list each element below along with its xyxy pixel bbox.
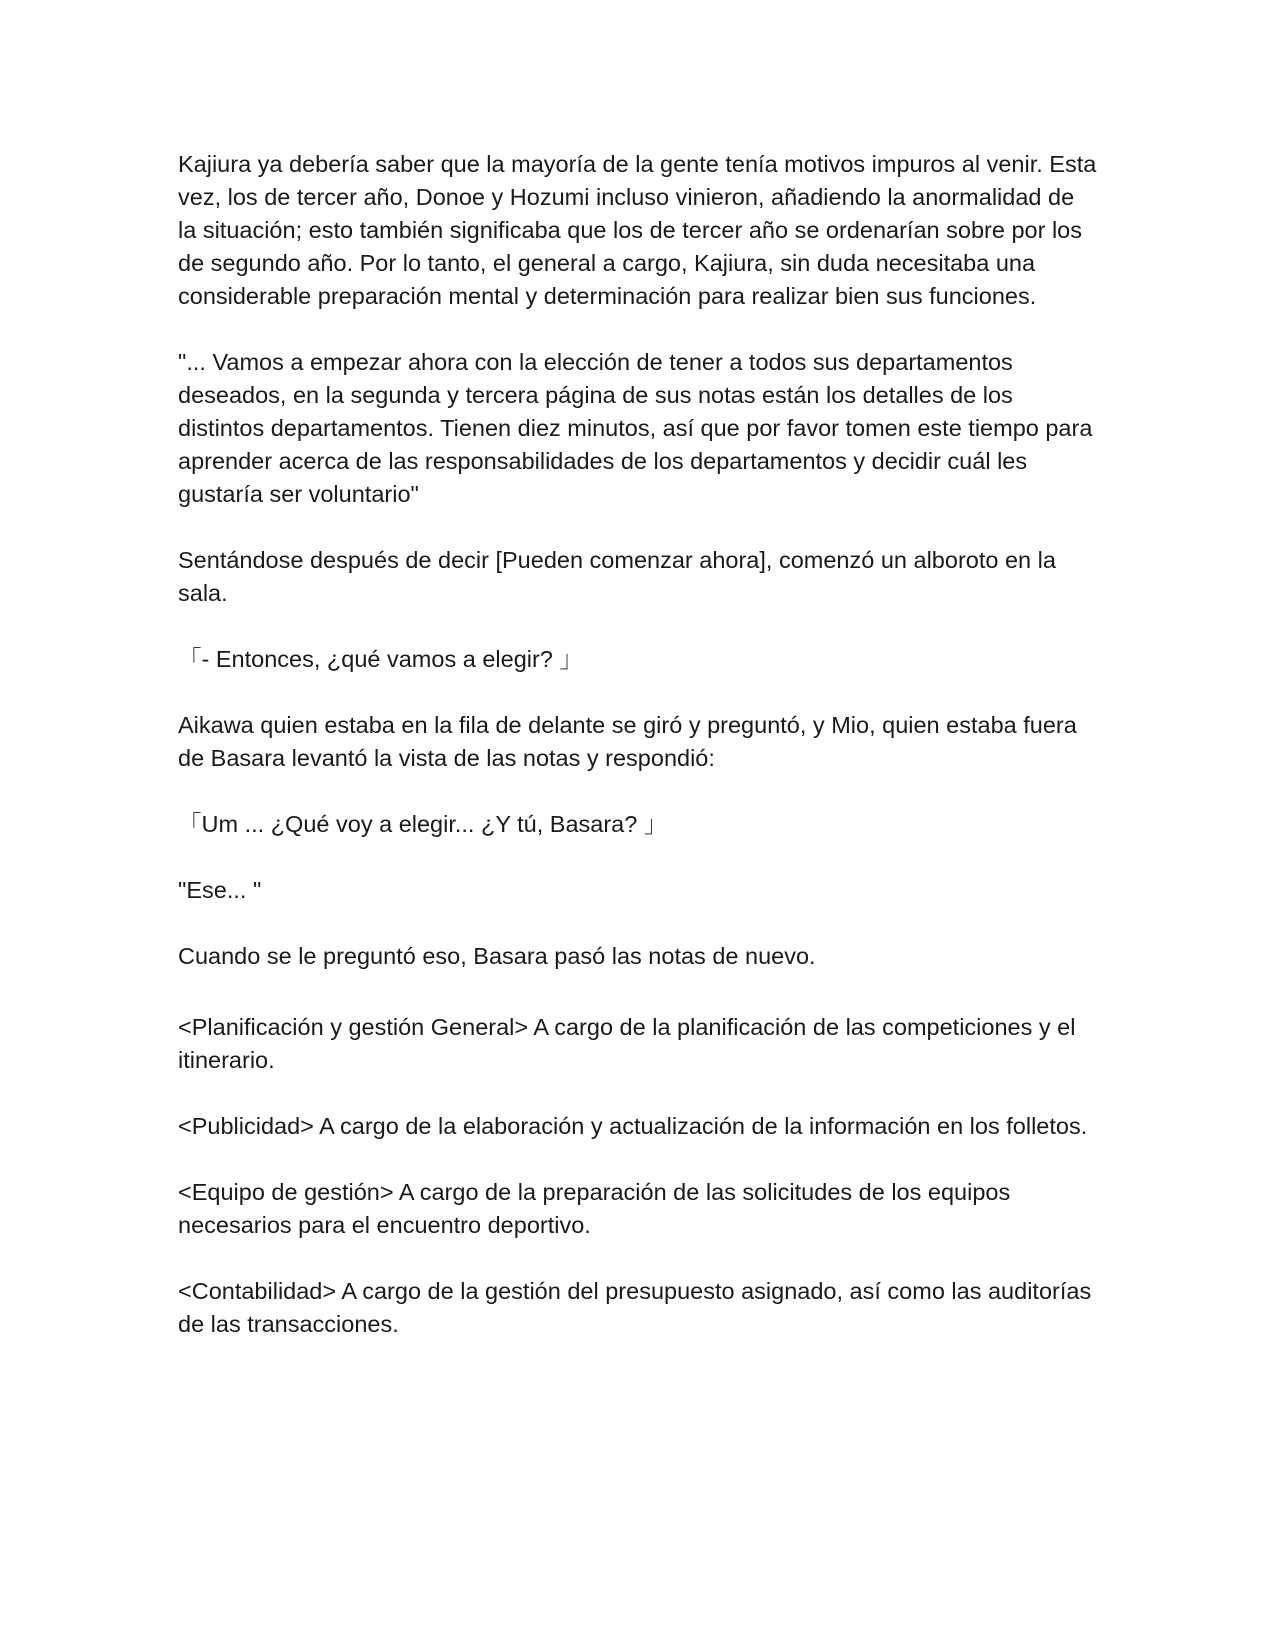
paragraph-narration-kajiura: Kajiura ya debería saber que la mayoría de la gente tenía motivos impuros al venir. Esta vez, los de tercer año, Donoe y Hozumi incluso vinieron, añadiendo la anormalidad de la situación; esto también significaba que los de tercer año se ordenarían sobre por los de segundo año. Por lo tanto, el general a cargo, Kajiura, sin duda necesitaba una considerable preparación mental y determinación para realizar bien sus funciones.	[178, 151, 1097, 309]
document-page	[178, 148, 1098, 1374]
paragraph-narration-notes: Cuando se le preguntó eso, Basara pasó las notas de nuevo.	[178, 943, 816, 969]
paragraph-dialogue-aikawa: 「- Entonces, ¿qué vamos a elegir? 」	[178, 646, 583, 672]
paragraph-narration-mio: Aikawa quien estaba en la fila de delante se giró y preguntó, y Mio, quien estaba fuera de Basara levantó la vista de las notas y respondió:	[178, 712, 1077, 771]
paragraph-dialogue-basara: "Ese... "	[178, 877, 262, 903]
paragraph-narration-commotion: Sentándose después de decir [Pueden comenzar ahora], comenzó un alboroto en la sala.	[178, 547, 1056, 606]
paragraph-dialogue-announcement: "... Vamos a empezar ahora con la elección de tener a todos sus departamentos deseados, en la segunda y tercera página de sus notas están los detalles de los distintos departamentos. Tienen diez minutos, así que por favor tomen este tiempo para aprender acerca de las responsabilidades de los departamentos y decidir cuál les gustaría ser voluntario"	[178, 349, 1093, 507]
department-item-accounting: <Contabilidad> A cargo de la gestión del presupuesto asignado, así como las auditorías de las transacciones.	[178, 1278, 1092, 1337]
department-item-planning: <Planificación y gestión General> A cargo de la planificación de las competiciones y el itinerario.	[178, 1014, 1076, 1073]
paragraph-dialogue-mio: 「Um ... ¿Qué voy a elegir... ¿Y tú, Basara? 」	[178, 811, 668, 837]
department-item-publicity: <Publicidad> A cargo de la elaboración y actualización de la información en los folletos.	[178, 1113, 1088, 1139]
department-item-equipment: <Equipo de gestión> A cargo de la preparación de las solicitudes de los equipos necesarios para el encuentro deportivo.	[178, 1179, 1011, 1238]
